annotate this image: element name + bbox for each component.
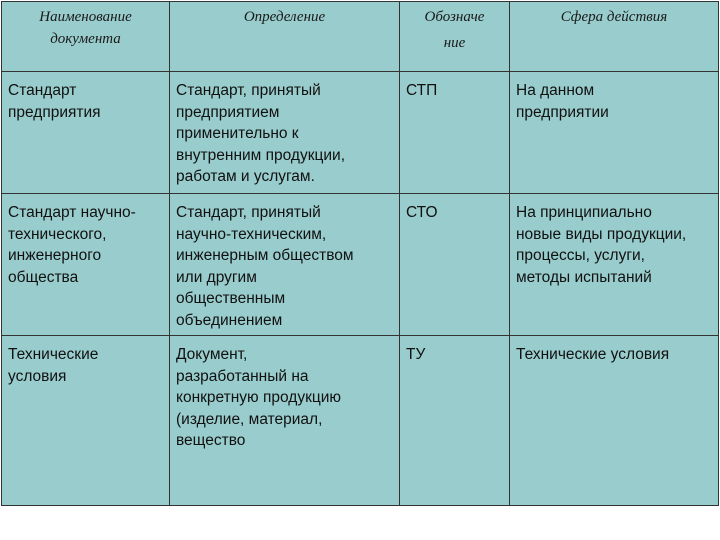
cell-definition — [170, 194, 400, 336]
cell-scope — [510, 336, 719, 506]
header-definition-label: Определение — [243, 9, 326, 25]
header-cell-definition — [170, 2, 400, 72]
table-row — [2, 72, 719, 194]
cell-definition — [170, 72, 400, 194]
table-row — [2, 336, 719, 506]
header-cell-name — [2, 2, 170, 72]
cell-scope-text: Технические условия — [516, 346, 670, 363]
cell-code-text: СТП — [406, 82, 438, 99]
cell-definition-text: Документ, разработанный на конкретную продукцию (изделие, материал, вещество — [176, 346, 342, 449]
cell-name — [2, 336, 170, 506]
cell-scope — [510, 72, 719, 194]
header-cell-scope — [510, 2, 719, 72]
cell-scope-text: На данном предприятии — [516, 82, 609, 121]
cell-scope — [510, 194, 719, 336]
cell-code — [400, 72, 510, 194]
header-name-label: Наименование документа — [39, 9, 132, 47]
cell-definition-text: Стандарт, принятый научно-техническим, инженерным обществом или другим общественным объединением — [176, 204, 354, 329]
header-code-label: Обозначе ние — [424, 9, 485, 51]
header-cell-code — [400, 2, 510, 72]
cell-code — [400, 336, 510, 506]
header-scope-label: Сфера действия — [560, 9, 668, 25]
cell-scope-text: На принципиально новые виды продукции, процессы, услуги, методы испытаний — [516, 204, 687, 286]
cell-code-text: СТО — [406, 204, 438, 221]
cell-name — [2, 72, 170, 194]
table-header-row — [2, 2, 719, 72]
cell-name-text: Стандарт предприятия — [8, 82, 101, 121]
cell-name-text: Технические условия — [8, 346, 99, 385]
document-table — [1, 1, 719, 506]
cell-code-text: ТУ — [406, 346, 426, 363]
cell-name-text: Стандарт научно- технического, инженерного общества — [8, 204, 136, 286]
cell-name — [2, 194, 170, 336]
cell-code — [400, 194, 510, 336]
table-row — [2, 194, 719, 336]
cell-definition-text: Стандарт, принятый предприятием применительно к внутренним продукции, работам и услугам. — [176, 82, 345, 185]
cell-definition — [170, 336, 400, 506]
